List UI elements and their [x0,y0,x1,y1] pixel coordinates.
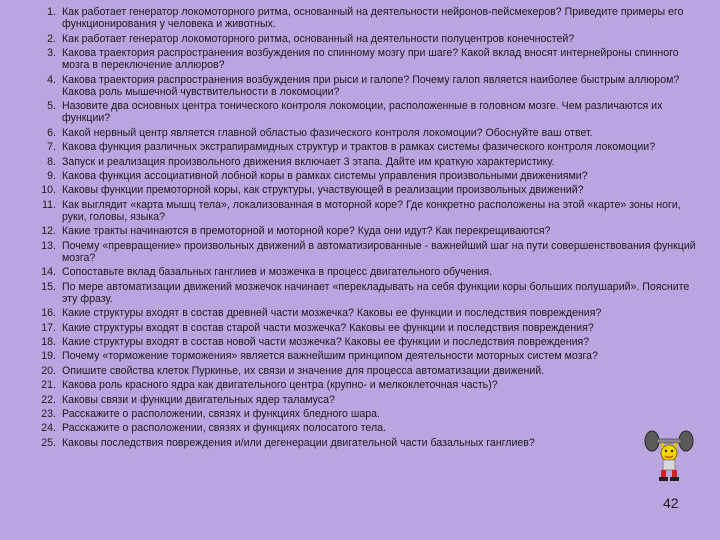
question-number: 4. [47,73,56,86]
question-number: 9. [47,169,56,182]
question-number: 8. [47,155,56,168]
question-text: Опишите свойства клеток Пуркинье, их связи и значение для процесса автоматизации движений. [62,364,545,377]
question-item [26,74,698,98]
question-text: Почему «превращение» произвольных движений в автоматизированные - важнейший шаг на пути совершенствования функций мозга? [62,239,696,264]
question-item [26,141,698,153]
page-number: 42 [663,495,679,511]
question-number: 2. [47,32,56,45]
question-number: 22. [41,393,56,406]
question-text: Какова функция различных экстрапирамидных структур и трактов в рамках системы фазического контроля локомоции? [62,141,656,154]
question-item [26,350,698,362]
question-item [26,184,698,196]
question-item [26,365,698,377]
question-number: 19. [41,350,56,363]
question-number: 12. [41,225,56,238]
question-item [26,6,698,30]
question-item [26,127,698,139]
question-number: 23. [41,408,56,421]
question-item [26,225,698,237]
question-item [26,307,698,319]
question-text: Почему «торможение торможения» является важнейшим принципом деятельности моторных систем мозга? [62,350,598,363]
question-item [26,394,698,406]
question-item [26,33,698,45]
question-item [26,322,698,334]
question-number: 7. [47,141,56,154]
question-number: 11. [42,198,56,211]
question-text: Какие структуры входят в состав новой части мозжечка? Каковы ее функции и последствия повреждения? [62,336,590,349]
question-item [26,266,698,278]
question-text: Какой нервный центр является главной областью фазического контроля локомоции? Обоснуйте ваш ответ. [62,126,593,139]
question-text: Какие тракты начинаются в премоторной и моторной коре? Куда они идут? Как перекрещиваются? [62,225,551,238]
question-number: 1. [47,6,56,18]
question-number: 15. [41,280,56,293]
question-number: 17. [41,321,56,334]
question-text: Какова траектория распространения возбуждения при рыси и галопе? Почему галоп является наиболее быстрым аллюром? Какова роль мышечной чувствительности в локомоции? [62,73,680,98]
question-number: 24. [41,422,56,435]
question-number: 14. [41,266,56,279]
question-text: Сопоставьте вклад базальных ганглиев и мозжечка в процесс двигательного обучения. [62,266,493,279]
question-number: 20. [41,364,56,377]
question-item [26,156,698,168]
question-text: Как работает генератор локомоторного ритма, основанный на деятельности полуцентров конечностей? [62,32,575,45]
question-number: 16. [41,307,56,320]
question-text: Какие структуры входят в состав древней части мозжечка? Каковы ее функции и последствия повреждения? [62,307,602,320]
question-item [26,47,698,71]
question-item [26,437,698,449]
question-text: Каковы функции премоторной коры, как структуры, участвующей в реализации произвольных движений? [62,184,584,197]
question-number: 21. [41,379,56,392]
question-number: 6. [47,126,56,139]
question-item [26,422,698,434]
question-item [26,240,698,264]
question-number: 5. [47,100,56,113]
question-item [26,379,698,391]
question-item [26,100,698,124]
question-text: Какова траектория распространения возбуждения по спинному мозгу при шаге? Какой вклад вносят интернейроны спинного мозга в переключение аллюров? [62,46,679,72]
question-item [26,336,698,348]
question-text: Назовите два основных центра тонического контроля локомоции, расположенные в головном мозге. Чем различаются их функции? [62,100,663,125]
question-text: Запуск и реализация произвольного движения включает 3 этапа. Дайте им краткую характеристику. [62,155,555,168]
question-list [26,6,698,451]
question-text: Как работает генератор локомоторного ритма, основанный на деятельности нейронов-пейсмекеров? Приведите примеры его функционирования у человека и животных. [62,6,684,31]
question-text: Расскажите о расположении, связях и функциях бледного шара. [62,408,380,421]
question-text: Какова функция ассоциативной лобной коры в рамках системы управления произвольными движениями? [62,169,588,182]
question-number: 18. [41,336,56,349]
question-text: Каковы связи и функции двигательных ядер таламуса? [62,393,335,406]
question-item [26,199,698,223]
question-text: Какие структуры входят в состав старой части мозжечка? Каковы ее функции и последствия повреждения? [62,321,594,334]
weightlifter-icon [643,427,695,483]
question-item [26,408,698,420]
question-number: 13. [41,239,56,252]
question-item [26,170,698,182]
question-text: Каковы последствия повреждения и/или дегенерации двигательной части базальных ганглиев? [62,436,535,449]
question-text: Расскажите о расположении, связях и функциях полосатого тела. [62,422,386,435]
question-text: Какова роль красного ядра как двигательного центра (крупно- и мелкоклеточная часть)? [62,379,498,392]
question-text: Как выглядит «карта мышц тела», локализованная в моторной коре? Где конкретно расположены на этой «карте» зоны ноги, руки, головы, языка? [62,198,681,223]
question-number: 25. [41,436,56,449]
question-number: 3. [47,46,56,59]
question-item [26,281,698,305]
question-text: По мере автоматизации движений мозжечок начинает «перекладывать на себя функции коры больших полушарий». Поясните эту фразу. [62,280,690,305]
question-number: 10. [41,184,56,197]
